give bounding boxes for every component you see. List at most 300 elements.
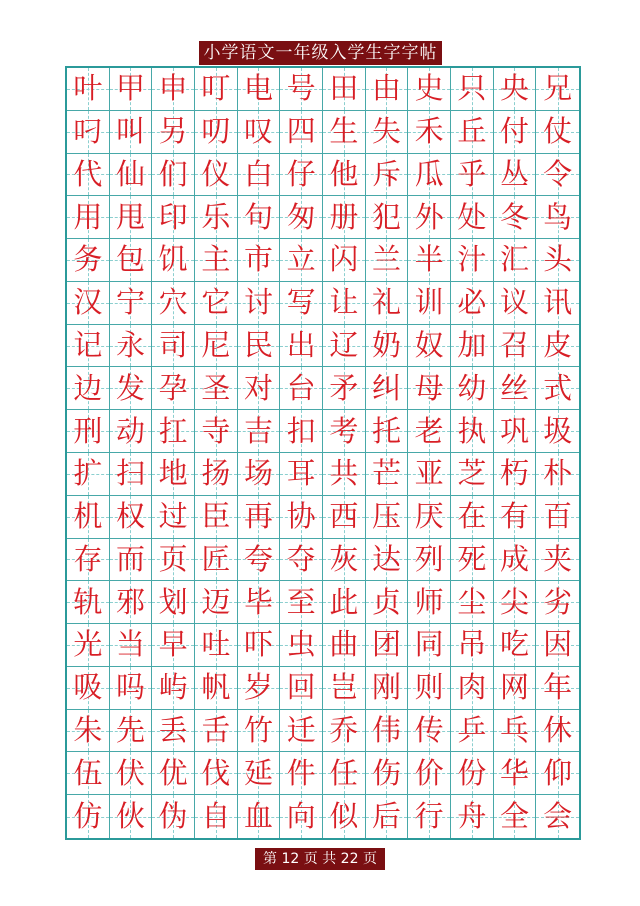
character: 吐 <box>201 627 231 662</box>
character: 价 <box>414 755 444 790</box>
character: 仿 <box>73 799 103 834</box>
grid-cell <box>494 196 537 239</box>
character: 过 <box>158 499 188 534</box>
character: 矛 <box>329 370 359 405</box>
character: 央 <box>499 71 529 106</box>
grid-cell <box>238 154 281 197</box>
grid-cell <box>110 68 153 111</box>
character: 压 <box>371 499 401 534</box>
character: 代 <box>73 156 103 191</box>
character: 迁 <box>286 713 316 748</box>
character: 令 <box>543 156 573 191</box>
character: 师 <box>414 584 444 619</box>
character: 伏 <box>115 755 145 790</box>
character: 朴 <box>543 456 573 491</box>
character: 优 <box>158 755 188 790</box>
grid-cell <box>451 667 494 710</box>
grid-cell <box>238 282 281 325</box>
grid-cell <box>238 795 281 838</box>
character: 白 <box>243 156 273 191</box>
grid-cell <box>67 752 110 795</box>
grid-cell <box>408 239 451 282</box>
character: 尼 <box>201 328 231 363</box>
character: 发 <box>115 370 145 405</box>
character: 执 <box>457 413 487 448</box>
character: 再 <box>243 499 273 534</box>
grid-cell <box>238 325 281 368</box>
character: 生 <box>329 114 359 149</box>
grid-cell <box>238 539 281 582</box>
character: 考 <box>329 413 359 448</box>
character: 贞 <box>371 584 401 619</box>
grid-cell <box>280 667 323 710</box>
grid-cell <box>408 710 451 753</box>
character: 竹 <box>243 713 273 748</box>
character: 斥 <box>371 156 401 191</box>
character: 乐 <box>201 199 231 234</box>
character: 叫 <box>115 114 145 149</box>
grid-cell <box>323 154 366 197</box>
grid-cell <box>67 496 110 539</box>
character: 死 <box>457 541 487 576</box>
grid-cell <box>366 111 409 154</box>
character: 幼 <box>457 370 487 405</box>
character: 吓 <box>243 627 273 662</box>
grid-cell <box>536 496 579 539</box>
grid-cell <box>110 239 153 282</box>
grid-cell <box>536 154 579 197</box>
grid-cell <box>67 453 110 496</box>
grid-cell <box>280 410 323 453</box>
grid-cell <box>366 667 409 710</box>
grid-cell <box>536 367 579 410</box>
character: 朱 <box>73 713 103 748</box>
character: 仙 <box>115 156 145 191</box>
grid-cell <box>366 196 409 239</box>
character: 血 <box>243 799 273 834</box>
grid-cell <box>195 196 238 239</box>
grid-cell <box>451 496 494 539</box>
character: 件 <box>286 755 316 790</box>
grid-cell <box>494 239 537 282</box>
character: 汉 <box>73 285 103 320</box>
character: 耳 <box>286 456 316 491</box>
character: 扫 <box>115 456 145 491</box>
grid-cell <box>152 710 195 753</box>
character: 迈 <box>201 584 231 619</box>
grid-cell <box>238 239 281 282</box>
grid-cell <box>408 667 451 710</box>
grid-cell <box>451 795 494 838</box>
character: 地 <box>158 456 188 491</box>
footer-prefix: 第 <box>263 851 278 867</box>
character: 夺 <box>286 541 316 576</box>
grid-cell <box>494 539 537 582</box>
grid-cell <box>67 154 110 197</box>
character: 而 <box>115 541 145 576</box>
grid-cell <box>494 282 537 325</box>
character: 汇 <box>499 242 529 277</box>
grid-cell <box>451 624 494 667</box>
character: 训 <box>414 285 444 320</box>
character: 失 <box>371 114 401 149</box>
character: 吗 <box>115 670 145 705</box>
character: 因 <box>543 627 573 662</box>
grid-cell <box>536 624 579 667</box>
grid-cell <box>238 624 281 667</box>
character: 兰 <box>371 242 401 277</box>
character: 母 <box>414 370 444 405</box>
grid-cell <box>152 539 195 582</box>
grid-cell <box>536 581 579 624</box>
character: 吃 <box>499 627 529 662</box>
grid-cell <box>494 667 537 710</box>
character: 百 <box>543 499 573 534</box>
character: 达 <box>371 541 401 576</box>
character: 场 <box>243 456 273 491</box>
grid-cell <box>238 410 281 453</box>
grid-cell <box>451 111 494 154</box>
character: 礼 <box>371 285 401 320</box>
character: 划 <box>158 584 188 619</box>
grid-cell <box>323 624 366 667</box>
character: 早 <box>158 627 188 662</box>
grid-cell <box>494 453 537 496</box>
character: 冬 <box>499 199 529 234</box>
character: 伤 <box>371 755 401 790</box>
grid-cell <box>110 196 153 239</box>
character: 叶 <box>73 71 103 106</box>
grid-cell <box>280 325 323 368</box>
grid-cell <box>366 496 409 539</box>
character: 存 <box>73 541 103 576</box>
character: 丘 <box>457 114 487 149</box>
character: 任 <box>329 755 359 790</box>
character: 史 <box>414 71 444 106</box>
grid-cell <box>152 453 195 496</box>
character: 句 <box>243 199 273 234</box>
character: 申 <box>158 71 188 106</box>
grid-cell <box>451 752 494 795</box>
character: 休 <box>543 713 573 748</box>
grid-cell <box>323 196 366 239</box>
grid-cell <box>323 325 366 368</box>
character: 团 <box>371 627 401 662</box>
grid-cell <box>195 539 238 582</box>
character: 有 <box>499 499 529 534</box>
grid-cell <box>536 239 579 282</box>
character: 芝 <box>457 456 487 491</box>
character: 它 <box>201 285 231 320</box>
character: 灰 <box>329 541 359 576</box>
character: 纠 <box>371 370 401 405</box>
character: 亚 <box>414 456 444 491</box>
page-footer <box>255 848 385 870</box>
grid-cell <box>366 453 409 496</box>
grid-cell <box>408 367 451 410</box>
character: 吊 <box>457 627 487 662</box>
grid-cell <box>323 581 366 624</box>
character: 汁 <box>457 242 487 277</box>
character: 夹 <box>543 541 573 576</box>
character: 在 <box>457 499 487 534</box>
grid-cell <box>238 68 281 111</box>
character: 电 <box>243 71 273 106</box>
character: 必 <box>457 285 487 320</box>
character: 写 <box>286 285 316 320</box>
grid-cell <box>323 539 366 582</box>
character: 皮 <box>543 328 573 363</box>
character: 行 <box>414 799 444 834</box>
grid-cell <box>536 68 579 111</box>
character: 页 <box>158 541 188 576</box>
character: 永 <box>115 328 145 363</box>
character: 朽 <box>499 456 529 491</box>
grid-cell <box>494 325 537 368</box>
character: 圣 <box>201 370 231 405</box>
grid-cell <box>152 282 195 325</box>
character: 仗 <box>543 114 573 149</box>
grid-cell <box>280 68 323 111</box>
character: 同 <box>414 627 444 662</box>
grid-cell <box>366 410 409 453</box>
character: 半 <box>414 242 444 277</box>
character: 机 <box>73 499 103 534</box>
grid-cell <box>323 752 366 795</box>
grid-cell <box>110 154 153 197</box>
character: 奴 <box>414 328 444 363</box>
character: 协 <box>286 499 316 534</box>
grid-cell <box>451 453 494 496</box>
grid-cell <box>195 581 238 624</box>
grid-cell <box>408 282 451 325</box>
character: 肉 <box>457 670 487 705</box>
grid-cell <box>110 325 153 368</box>
grid-cell <box>195 410 238 453</box>
character: 会 <box>543 799 573 834</box>
character: 回 <box>286 670 316 705</box>
grid-cell <box>238 453 281 496</box>
grid-cell <box>152 111 195 154</box>
grid-cell <box>195 710 238 753</box>
character: 托 <box>371 413 401 448</box>
grid-cell <box>494 710 537 753</box>
character: 尖 <box>499 584 529 619</box>
character: 式 <box>543 370 573 405</box>
grid-cell <box>67 539 110 582</box>
grid-cell <box>451 325 494 368</box>
grid-cell <box>195 325 238 368</box>
grid-cell <box>408 453 451 496</box>
grid-cell <box>110 453 153 496</box>
character: 延 <box>243 755 273 790</box>
character: 共 <box>329 456 359 491</box>
grid-cell <box>536 453 579 496</box>
grid-cell <box>536 325 579 368</box>
grid-cell <box>67 795 110 838</box>
grid-cell <box>451 581 494 624</box>
character: 扩 <box>73 456 103 491</box>
grid-cell <box>366 282 409 325</box>
grid-cell <box>238 667 281 710</box>
grid-cell <box>110 752 153 795</box>
character: 头 <box>543 242 573 277</box>
character: 乓 <box>499 713 529 748</box>
character: 动 <box>115 413 145 448</box>
grid-cell <box>536 667 579 710</box>
grid-cell <box>195 667 238 710</box>
grid-cell <box>408 539 451 582</box>
character: 甩 <box>115 199 145 234</box>
character: 让 <box>329 285 359 320</box>
character: 伍 <box>73 755 103 790</box>
grid-cell <box>152 496 195 539</box>
grid-cell <box>152 325 195 368</box>
character: 册 <box>329 199 359 234</box>
character: 叮 <box>201 71 231 106</box>
grid-cell <box>536 710 579 753</box>
grid-cell <box>280 196 323 239</box>
grid-cell <box>323 710 366 753</box>
grid-cell <box>195 239 238 282</box>
grid-cell <box>494 496 537 539</box>
grid-cell <box>408 325 451 368</box>
character: 权 <box>115 499 145 534</box>
grid-cell <box>67 624 110 667</box>
grid-cell <box>323 282 366 325</box>
grid-cell <box>152 795 195 838</box>
grid-cell <box>536 795 579 838</box>
character: 包 <box>115 242 145 277</box>
grid-cell <box>494 624 537 667</box>
character: 伪 <box>158 799 188 834</box>
character: 全 <box>499 799 529 834</box>
character: 讯 <box>543 285 573 320</box>
grid-cell <box>110 111 153 154</box>
character: 吉 <box>243 413 273 448</box>
grid-cell <box>408 581 451 624</box>
grid-cell <box>494 752 537 795</box>
grid-cell <box>536 539 579 582</box>
character: 伟 <box>371 713 401 748</box>
character: 至 <box>286 584 316 619</box>
character: 年 <box>543 670 573 705</box>
grid-cell <box>67 111 110 154</box>
character: 讨 <box>243 285 273 320</box>
grid-cell <box>451 282 494 325</box>
character: 扛 <box>158 413 188 448</box>
grid-cell <box>280 752 323 795</box>
grid-cell <box>280 795 323 838</box>
character: 西 <box>329 499 359 534</box>
character: 仔 <box>286 156 316 191</box>
grid-cell <box>280 111 323 154</box>
character: 岂 <box>329 670 359 705</box>
character: 瓜 <box>414 156 444 191</box>
grid-cell <box>323 453 366 496</box>
grid-cell <box>323 496 366 539</box>
grid-cell <box>110 624 153 667</box>
grid-cell <box>451 539 494 582</box>
character: 自 <box>201 799 231 834</box>
grid-cell <box>195 367 238 410</box>
character: 穴 <box>158 285 188 320</box>
grid-cell <box>366 367 409 410</box>
grid-cell <box>280 239 323 282</box>
character: 只 <box>457 71 487 106</box>
character: 光 <box>73 627 103 662</box>
character: 辽 <box>329 328 359 363</box>
grid-cell <box>451 68 494 111</box>
grid-cell <box>238 111 281 154</box>
grid-cell <box>152 154 195 197</box>
character: 对 <box>243 370 273 405</box>
grid-cell <box>195 453 238 496</box>
character: 份 <box>457 755 487 790</box>
character: 犯 <box>371 199 401 234</box>
grid-cell <box>67 325 110 368</box>
character: 另 <box>158 114 188 149</box>
grid-cell <box>195 795 238 838</box>
grid-cell <box>152 239 195 282</box>
footer-mid: 页 共 <box>303 851 337 867</box>
grid-cell <box>323 667 366 710</box>
character: 厌 <box>414 499 444 534</box>
character: 仪 <box>201 156 231 191</box>
grid-cell <box>366 581 409 624</box>
page-title: 小学语文一年级入学生字字帖汇总 <box>199 41 442 65</box>
character: 用 <box>73 199 103 234</box>
character: 市 <box>243 242 273 277</box>
character: 刚 <box>371 670 401 705</box>
grid-cell <box>110 667 153 710</box>
character: 似 <box>329 799 359 834</box>
grid-cell <box>408 154 451 197</box>
grid-cell <box>494 410 537 453</box>
character: 乔 <box>329 713 359 748</box>
grid-cell <box>152 667 195 710</box>
character: 此 <box>329 584 359 619</box>
character: 扣 <box>286 413 316 448</box>
grid-cell <box>280 282 323 325</box>
grid-cell <box>536 752 579 795</box>
grid-cell <box>536 410 579 453</box>
character: 寺 <box>201 413 231 448</box>
character: 劣 <box>543 584 573 619</box>
character: 立 <box>286 242 316 277</box>
grid-cell <box>408 68 451 111</box>
grid-cell <box>366 710 409 753</box>
grid-cell <box>536 282 579 325</box>
grid-cell <box>451 410 494 453</box>
character: 匠 <box>201 541 231 576</box>
footer-total-pages: 22 <box>340 851 359 867</box>
grid-cell <box>366 239 409 282</box>
character: 舟 <box>457 799 487 834</box>
grid-cell <box>110 795 153 838</box>
grid-cell <box>67 667 110 710</box>
character: 后 <box>371 799 401 834</box>
character: 则 <box>414 670 444 705</box>
grid-cell <box>280 710 323 753</box>
grid-cell <box>408 624 451 667</box>
character: 列 <box>414 541 444 576</box>
grid-cell <box>238 196 281 239</box>
character: 甲 <box>115 71 145 106</box>
character: 匆 <box>286 199 316 234</box>
grid-cell <box>67 282 110 325</box>
grid-cell <box>494 111 537 154</box>
